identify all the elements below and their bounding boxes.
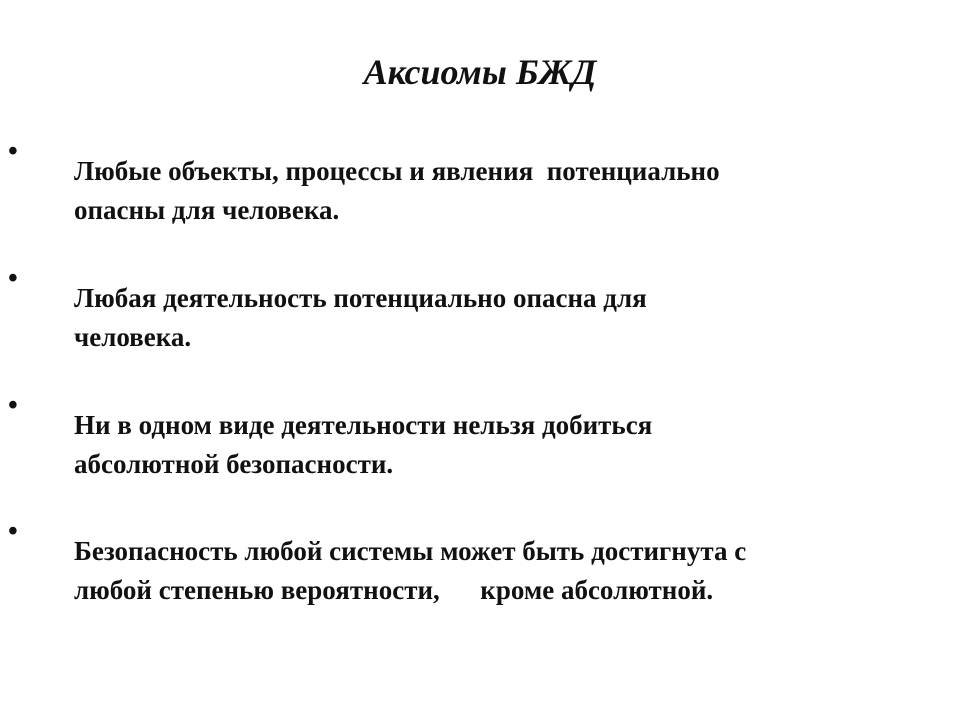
- bullet-line: абсолютной безопасности.: [74, 449, 394, 479]
- bullet-text: [74, 532, 954, 610]
- bullet-line: любой степенью вероятности, кроме абсолютной.: [74, 575, 714, 605]
- bullet-line: человека.: [74, 322, 192, 352]
- bullet-icon: •: [8, 390, 18, 421]
- bullet-line: Любые объекты, процессы и явления потенциально: [74, 156, 720, 186]
- slide-title: Аксиомы БЖД: [363, 52, 597, 92]
- bullet-text: [74, 406, 954, 484]
- bullet-text: [74, 279, 954, 357]
- bullet-line: Ни в одном виде деятельности нельзя добиться: [74, 410, 653, 440]
- bullet-icon: •: [8, 263, 18, 294]
- bullet-icon: •: [8, 136, 18, 167]
- bullet-line: Любая деятельность потенциально опасна для: [74, 283, 647, 313]
- bullet-line: опасны для человека.: [74, 195, 340, 225]
- bullet-line: Безопасность любой системы может быть достигнута с: [74, 536, 747, 566]
- bullet-icon: •: [8, 516, 18, 547]
- bullet-text: [74, 152, 954, 230]
